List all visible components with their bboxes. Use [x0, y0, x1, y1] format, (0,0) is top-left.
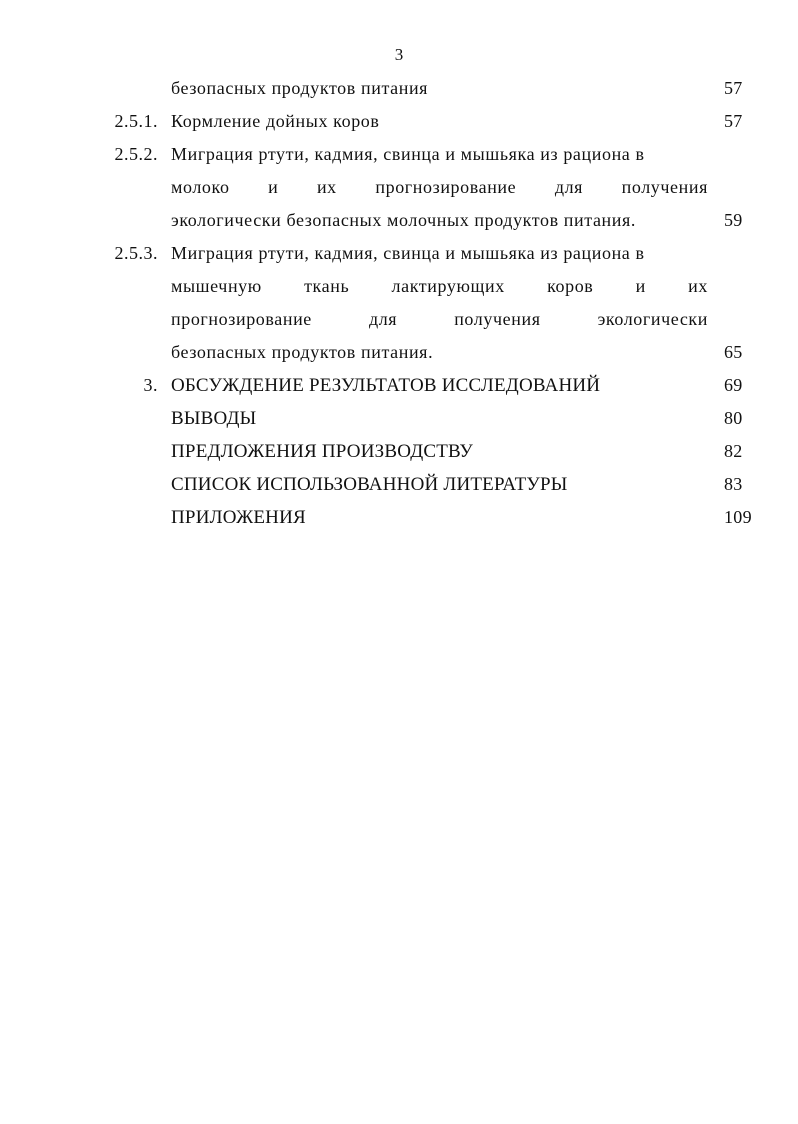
toc-line [0, 138, 798, 171]
toc-entry-text: Миграция ртути, кадмия, свинца и мышьяка из рациона в [171, 144, 645, 164]
toc-page-number: 57 [724, 78, 743, 98]
toc-entry-text: ОБСУЖДЕНИЕ РЕЗУЛЬТАТОВ ИССЛЕДОВАНИЙ [171, 375, 601, 396]
toc-line [0, 468, 798, 501]
toc-line [0, 105, 798, 138]
toc-entry-text: ВЫВОДЫ [171, 408, 257, 429]
toc-page-number: 109 [724, 507, 752, 527]
toc-entry-text: Кормление дойных коров [171, 111, 380, 131]
toc-page-number: 57 [724, 111, 743, 131]
toc-page-number: 59 [724, 210, 743, 230]
toc-line [0, 237, 798, 270]
toc-line [0, 402, 798, 435]
toc-line [0, 72, 798, 105]
toc-entry-text: Миграция ртути, кадмия, свинца и мышьяка из рациона в [171, 243, 645, 263]
toc-page-number: 65 [724, 342, 743, 362]
toc-section-number: 3. [143, 375, 158, 395]
toc-section-number: 2.5.2. [114, 144, 158, 164]
toc-section-number: 2.5.3. [114, 243, 158, 263]
toc-section-number: 2.5.1. [114, 111, 158, 131]
page-number: 3 [394, 45, 404, 64]
toc-entry-text: ПРИЛОЖЕНИЯ [171, 507, 306, 528]
toc-line [0, 435, 798, 468]
toc-entry-text: прогнозирование для получения экологически [171, 309, 708, 329]
toc-page-number: 69 [724, 375, 743, 395]
toc-entry-text: мышечную ткань лактирующих коров и их [171, 276, 708, 296]
toc-entry-text: молоко и их прогнозирование для получения [171, 177, 708, 197]
toc-page-number: 83 [724, 474, 743, 494]
toc-page-number: 82 [724, 441, 743, 461]
toc-line [0, 369, 798, 402]
toc-entry-text: безопасных продуктов питания [171, 78, 429, 98]
toc-line [0, 303, 798, 336]
toc-line [0, 171, 798, 204]
toc-line [0, 336, 798, 369]
toc-line [0, 501, 798, 534]
toc-entry-text: ПРЕДЛОЖЕНИЯ ПРОИЗВОДСТВУ [171, 441, 474, 462]
table-of-contents [0, 72, 798, 534]
toc-line [0, 270, 798, 303]
toc-line [0, 204, 798, 237]
toc-entry-text: СПИСОК ИСПОЛЬЗОВАННОЙ ЛИТЕРАТУРЫ [171, 474, 568, 495]
toc-page-number: 80 [724, 408, 743, 428]
toc-entry-text: безопасных продуктов питания. [171, 342, 434, 362]
toc-entry-text: экологически безопасных молочных продуктов питания. [171, 210, 636, 230]
